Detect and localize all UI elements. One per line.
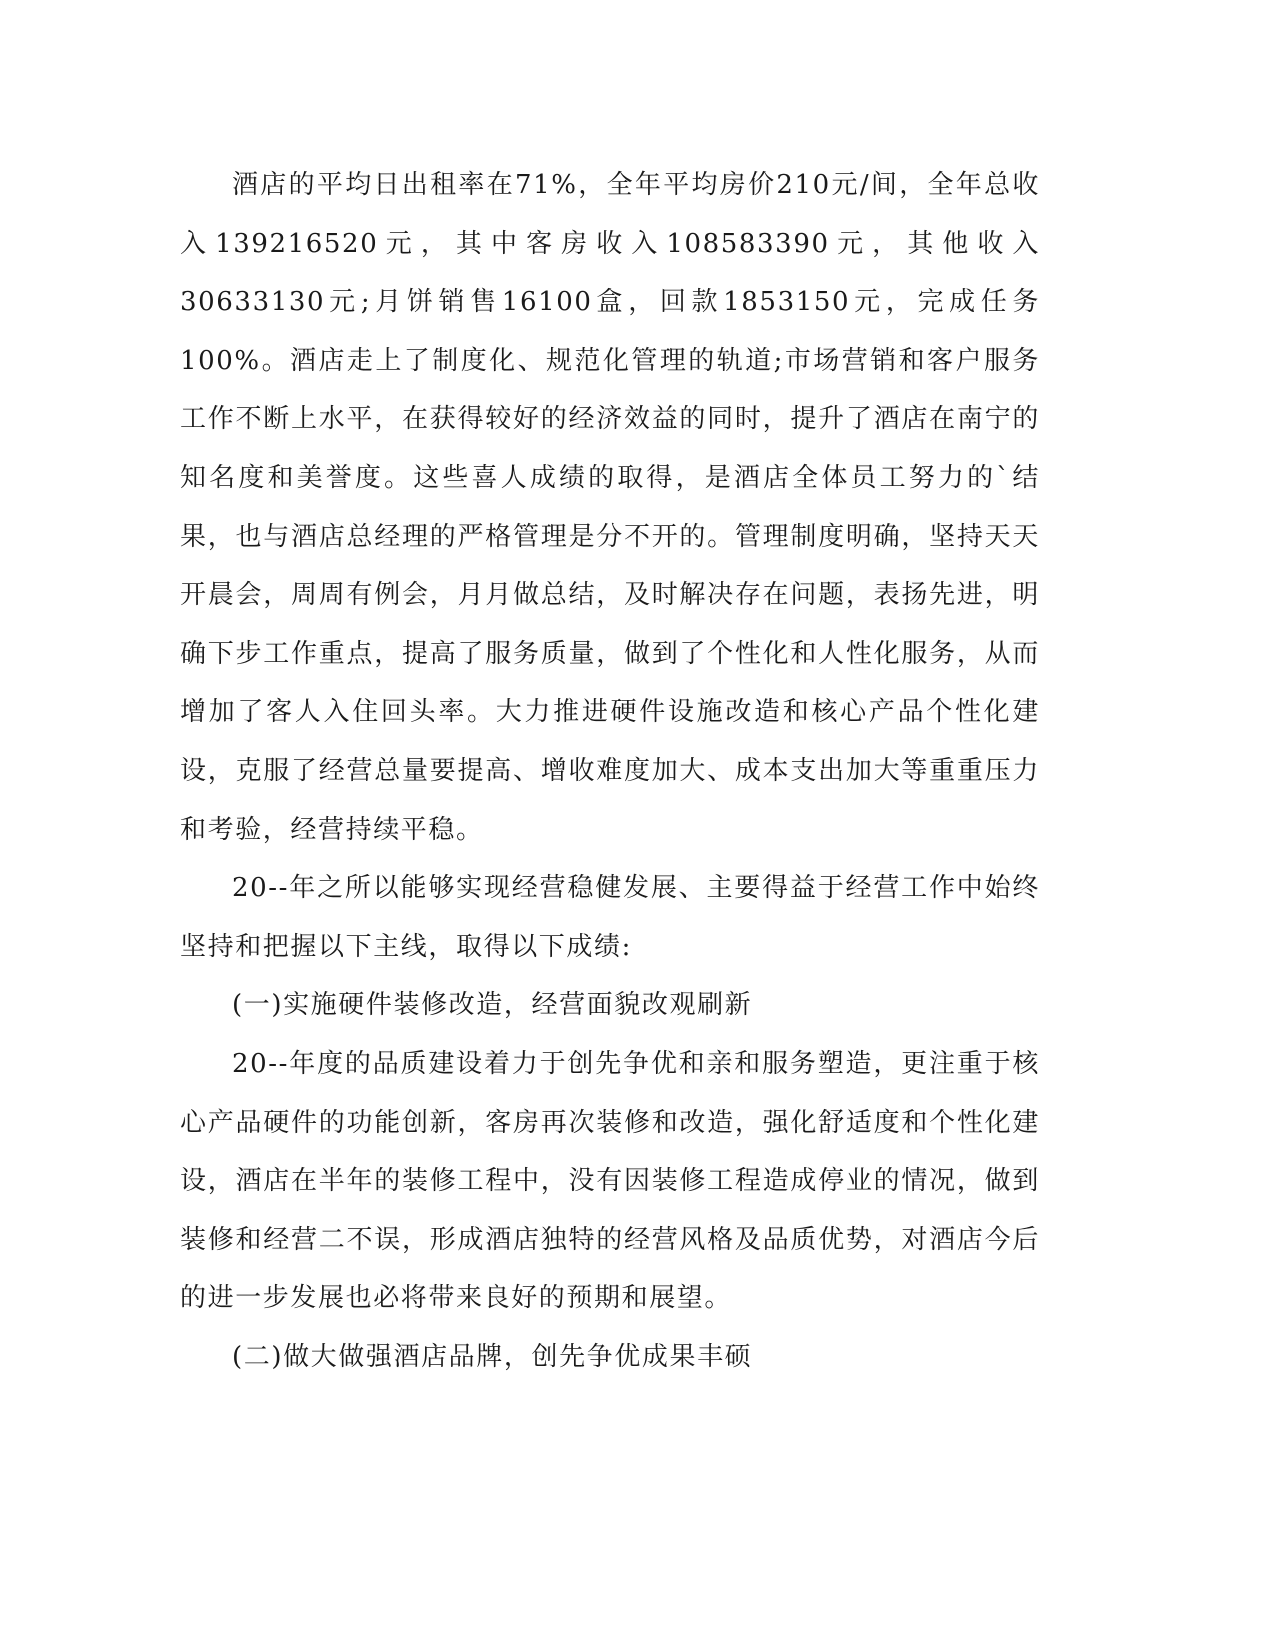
document-body (180, 156, 1040, 1386)
section-heading-brand: (二)做大做强酒店品牌，创先争优成果丰硕 (232, 1341, 753, 1372)
paragraph-quality-building: 20--年度的品质建设着力于创先争优和亲和服务塑造，更注重于核心产品硬件的功能创新，客房再次装修和改造，强化舒适度和个性化建设，酒店在半年的装修工程中，没有因装修工程造成停业的情况，做到装修和经营二不误，形成酒店独特的经营风格及品质优势，对酒店今后的进一步发展也必将带来良好的预期和展望。 (180, 1048, 1040, 1314)
section-heading-renovation: (一)实施硬件装修改造，经营面貌改观刷新 (232, 990, 753, 1021)
paragraph-operating-results: 酒店的平均日出租率在71%，全年平均房价210元/间，全年总收入139216520元，其中客房收入108583390元，其他收入30633130元;月饼销售16100盒，回款1853150元，完成任务100%。酒店走上了制度化、规范化管理的轨道;市场营销和客户服务工作不断上水平，在获得较好的经济效益的同时，提升了酒店在南宁的知名度和美誉度。这些喜人成绩的取得，是酒店全体员工努力的`结果，也与酒店总经理的严格管理是分不开的。管理制度明确，坚持天天开晨会，周周有例会，月月做总结，及时解决存在问题，表扬先进，明确下步工作重点，提高了服务质量，做到了个性化和人性化服务，从而增加了客人入住回头率。大力推进硬件设施改造和核心产品个性化建设，克服了经营总量要提高、增收难度加大、成本支出加大等重重压力和考验，经营持续平稳。 (180, 170, 1040, 845)
paragraph-main-lines: 20--年之所以能够实现经营稳健发展、主要得益于经营工作中始终坚持和把握以下主线，取得以下成绩: (180, 873, 1040, 962)
